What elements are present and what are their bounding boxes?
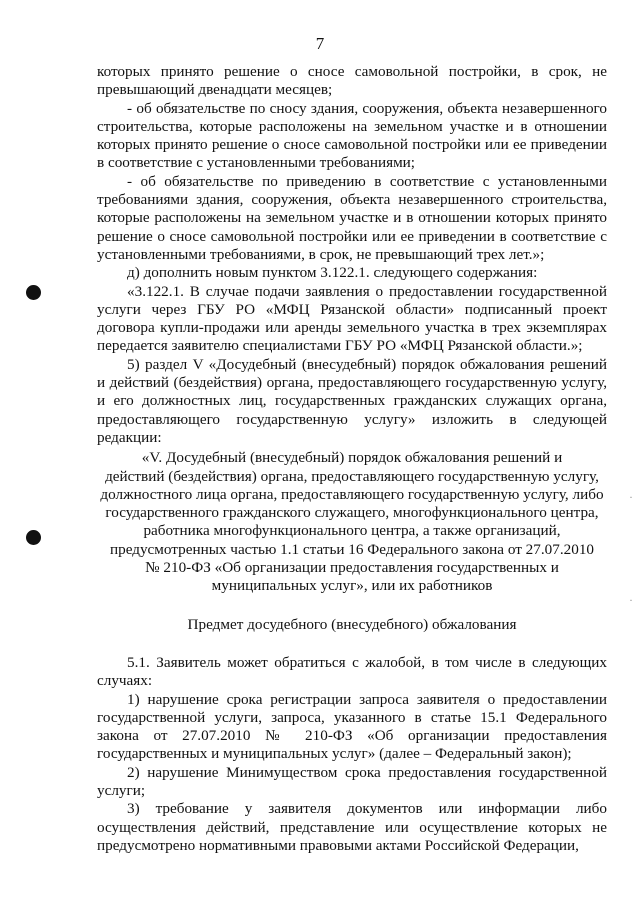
section-title-line: государственного гражданского служащего, многофункционального центра,	[105, 504, 599, 522]
list-paragraph: 1) нарушение срока регистрации запроса заявителя о предоставлении государственной услуги, запроса, указанного в статье 15.1 Федерального закона от 27.07.2010 № 210-ФЗ «Об организации предоставления государственных и муниципальных услуг» (далее – Федеральный закон);	[97, 690, 607, 763]
paragraph: «3.122.1. В случае подачи заявления о предоставлении государственной услуги через ГБУ РО «МФЦ Рязанской области» подписанный проект договора купли-продажи или аренды земельного участка в трех экземплярах передается заявителю специалистами ГБУ РО «МФЦ Рязанской области.»;	[97, 282, 607, 355]
section-title-line: действий (бездействия) органа, предоставляющего государственную услугу,	[105, 467, 599, 485]
scan-artifact: ·	[629, 490, 633, 504]
page-number: 7	[315, 34, 325, 53]
section-title-line: муниципальных услуг», или их работников	[211, 577, 493, 595]
scan-artifact: ·	[629, 593, 633, 607]
list-paragraph: 5.1. Заявитель может обратиться с жалобой, в том числе в следующих случаях:	[97, 653, 607, 690]
section-title-line: № 210-ФЗ «Об организации предоставления государственных и	[145, 559, 559, 577]
section-title	[97, 449, 607, 595]
subheading: Предмет досудебного (внесудебного) обжалования	[187, 615, 517, 633]
punch-hole	[26, 530, 41, 545]
paragraph: - об обязательстве по приведению в соответствие с установленными требованиями здания, сооружения, объекта незавершенного строительства, которые расположены на земельном участке и в отношении которых принято решение о сносе самовольной постройки или ее приведении в соответствие с установленными требованиями, в срок, не превышающий трех лет.»;	[97, 172, 607, 263]
list-paragraph: 3) требование у заявителя документов или информации либо осуществления действий, представление или осуществление которых не предусмотрено нормативными правовыми актами Российской Федерации,	[97, 800, 607, 854]
section-title-line: «V. Досудебный (внесудебный) порядок обжалования решений и	[141, 449, 563, 467]
paragraph: 5) раздел V «Досудебный (внесудебный) порядок обжалования решений и действий (бездействия) органа, предоставляющего государственную услугу, и его должностных лиц, государственных гражданских служащих органа, предоставляющего государственную услугу» изложить в следующей редакции:	[97, 355, 607, 446]
section-title-line: должностного лица органа, предоставляющего государственную услугу, либо	[100, 485, 604, 503]
section-title-line: предусмотренных частью 1.1 статьи 16 Федерального закона от 27.07.2010	[109, 540, 595, 558]
section-title-line: работника многофункционального центра, а также организаций,	[143, 522, 561, 540]
document-body	[97, 63, 607, 855]
paragraph: которых принято решение о сносе самовольной постройки, в срок, не превышающий двенадцати месяцев;	[97, 63, 607, 99]
list-paragraph: 2) нарушение Минимуществом срока предоставления государственной услуги;	[97, 763, 607, 799]
punch-hole	[26, 285, 41, 300]
paragraph: д) дополнить новым пунктом 3.122.1. следующего содержания:	[127, 264, 538, 282]
paragraph: - об обязательстве по сносу здания, сооружения, объекта незавершенного строительства, которые расположены на земельном участке и в отношении которых принято решение о сносе самовольной постройки или ее приведении в соответствие с установленными требованиями;	[97, 99, 607, 172]
